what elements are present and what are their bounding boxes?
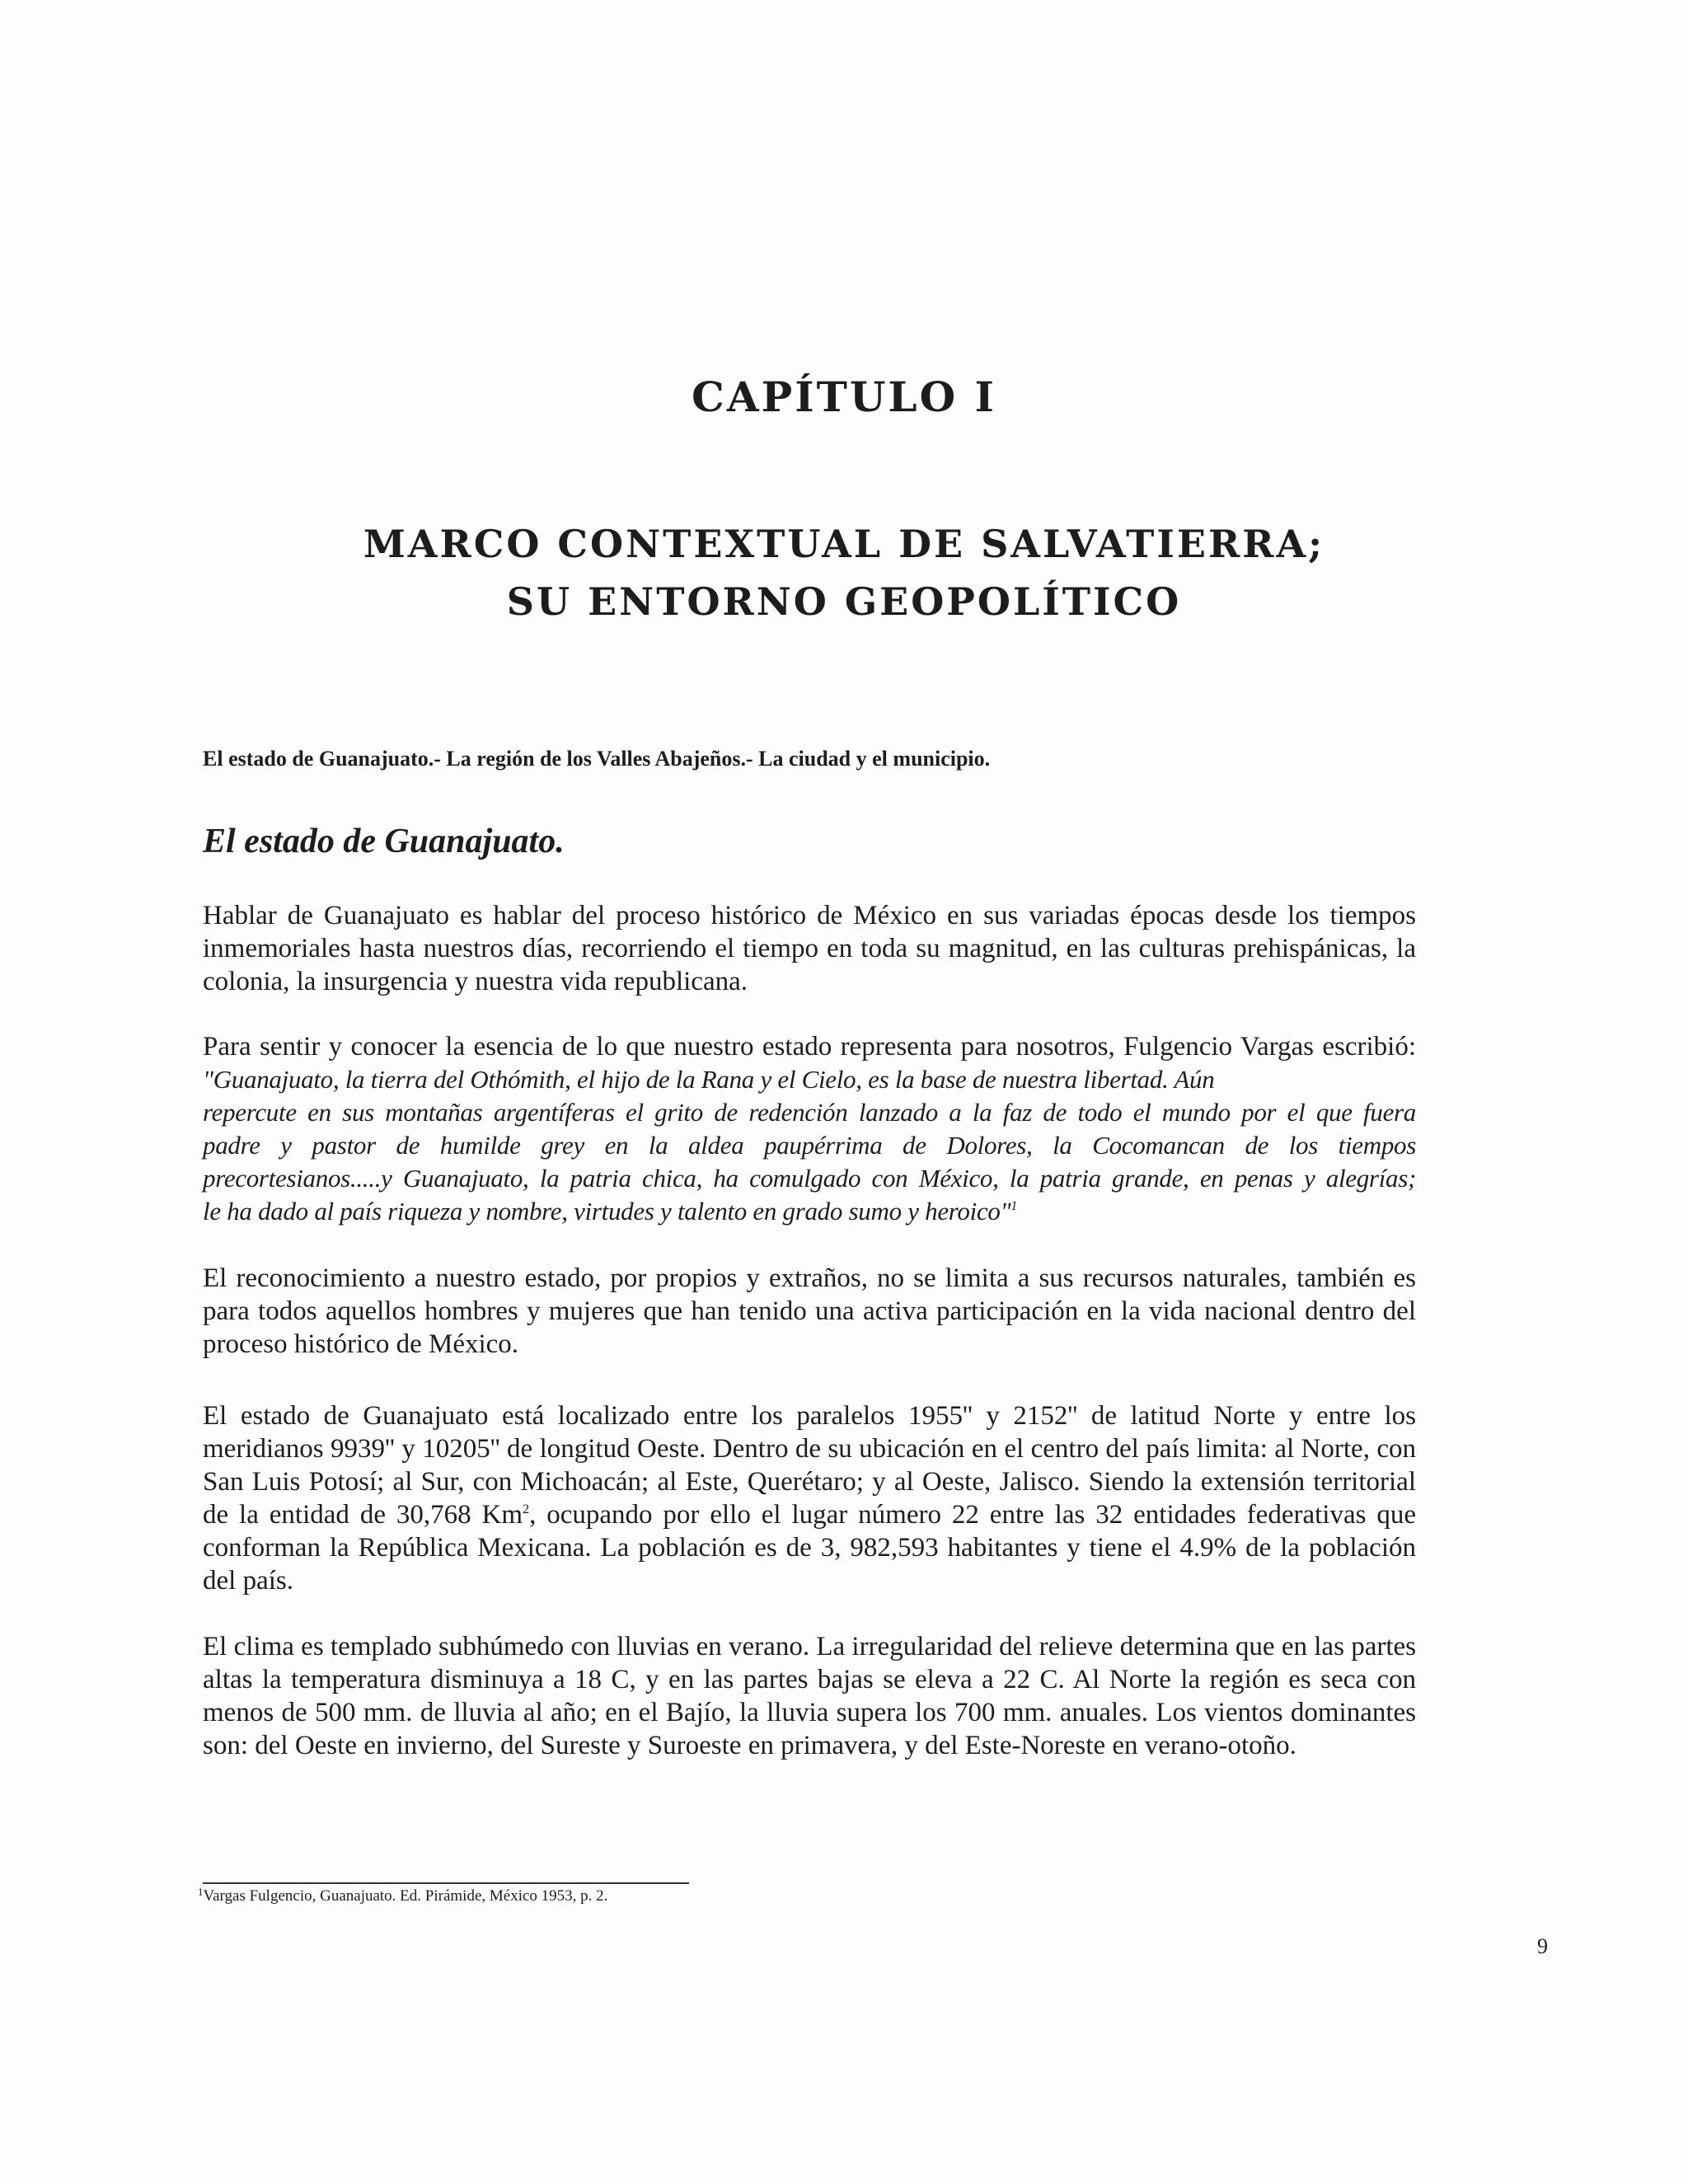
quote-line-5-text: le ha dado al país riqueza y nombre, virtudes y talento en grado sumo y heroico"	[203, 1197, 1011, 1226]
paragraph-5: El clima es templado subhúmedo con lluvias en verano. La irregularidad del relieve determina que en las partes altas la temperatura disminuya a 18 C, y en las partes bajas se eleva a 22 C. Al Norte la región es seca con menos de 500 mm. de lluvia al año; en el Bajío, la lluvia supera los 700 mm. anuales. Los vientos dominantes son: del Oeste en invierno, del Sureste y Suroeste en primavera, y del Este-Noreste en verano-otoño.	[203, 1632, 1416, 1760]
quote-line-5	[203, 1195, 1416, 1228]
quote-line-2: repercute en sus montañas argentíferas el grito de redención lanzado a la faz de todo el mundo por el que fuera	[203, 1098, 1416, 1127]
page-number: 9	[1537, 1934, 1548, 1958]
paragraph-4-text-b: , ocupando por ello el lugar número 22 entre las 32 entidades federativas que conforman la República Mexicana. La población es de 3, 982,593 habitantes y tiene el 4.9% de la población del país.	[203, 1500, 1416, 1596]
paragraph-1: Hablar de Guanajuato es hablar del proceso histórico de México en sus variadas épocas desde los tiempos inmemoriales hasta nuestros días, recorriendo el tiempo en toda su magnitud, en las culturas prehispánicas, la colonia, la insurgencia y nuestra vida republicana.	[203, 901, 1416, 996]
quote-line-1: "Guanajuato, la tierra del Othómith, el hijo de la Rana y el Cielo, es la base de nuestra libertad. Aún	[203, 1065, 1215, 1094]
footnote-text: Vargas Fulgencio, Guanajuato. Ed. Pirámide, México 1953, p. 2.	[203, 1887, 608, 1905]
chapter-subtitle-line-2: SU ENTORNO GEOPOLÍTICO	[506, 579, 1182, 624]
paragraph-2	[203, 1030, 1416, 1228]
quote-line-3: padre y pastor de humilde grey en la aldea paupérrima de Dolores, la Cocomancan de los tiempos	[203, 1131, 1416, 1160]
chapter-subtitle	[0, 515, 1688, 630]
paragraph-4	[203, 1399, 1416, 1597]
footnote-marker: 1	[198, 1886, 204, 1898]
chapter-title: CAPÍTULO I	[692, 373, 996, 421]
quotation	[203, 1065, 1416, 1228]
chapter-subtitle-line-1: MARCO CONTEXTUAL DE SALVATIERRA;	[363, 522, 1325, 566]
paragraph-2-intro: Para sentir y conocer la esencia de lo que nuestro estado representa para nosotros, Fulgencio Vargas escribió:	[203, 1032, 1416, 1062]
paragraph-3: El reconocimiento a nuestro estado, por propios y extraños, no se limita a sus recursos naturales, también es para todos aquellos hombres y mujeres que han tenido una activa participación en la vida nacional dentro del proceso histórico de México.	[203, 1263, 1416, 1359]
paragraph-4-text-a: El estado de Guanajuato está localizado entre los paralelos 1955'' y 2152'' de latitud Norte y entre los meridianos 9939'' y 10205'' de longitud Oeste. Dentro de su ubicación en el centro del país limita: al Norte, con San Luis Potosí; al Sur, con Michoacán; al Este, Querétaro; y al Oeste, Jalisco. Siendo la extensión territorial de la entidad de 30,768 Km	[203, 1401, 1416, 1530]
quote-line-4: precortesianos.....y Guanajuato, la patria chica, ha comulgado con México, la patria grande, en penas y alegrías;	[203, 1164, 1416, 1193]
squared-superscript: 2	[523, 1502, 530, 1516]
chapter-summary: El estado de Guanajuato.- La región de los Valles Abajeños.- La ciudad y el municipio.	[203, 747, 991, 771]
section-heading: El estado de Guanajuato.	[203, 823, 565, 860]
footnote	[198, 1887, 607, 1905]
footnote-divider	[203, 1882, 689, 1884]
footnote-reference: 1	[1010, 1199, 1018, 1213]
